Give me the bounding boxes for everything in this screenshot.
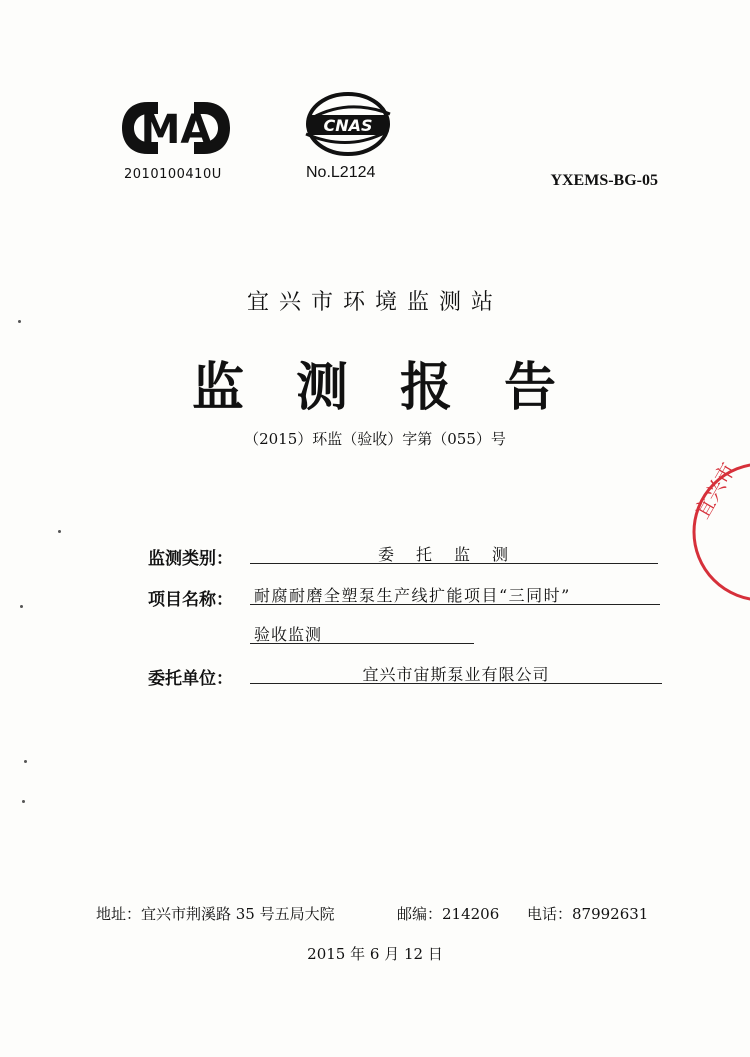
address: 地址：宜兴市荆溪路 35 号五局大院 (96, 905, 335, 923)
category-label: 监测类别： (148, 549, 233, 569)
project-underline-2 (250, 643, 474, 644)
cma-mark: MA (140, 107, 212, 153)
report-title: 监测报告 (191, 357, 608, 418)
cma-logo (118, 96, 234, 160)
client-label: 委托单位： (148, 669, 233, 689)
station-name: 宜兴市环境监测站 (246, 290, 503, 315)
scan-speck (24, 760, 27, 763)
client-underline (250, 683, 662, 684)
report-date: 2015 年 6 月 12 日 (307, 945, 443, 963)
red-seal (686, 456, 750, 606)
project-label: 项目名称： (148, 590, 233, 610)
cnas-logo (300, 88, 396, 158)
scan-speck (58, 530, 61, 533)
cma-number: 2010100410U (124, 167, 222, 182)
report-number: （2015）环监（验收）字第（055）号 (244, 430, 506, 448)
client-value: 宜兴市宙斯泵业有限公司 (362, 665, 550, 684)
postcode: 邮编：214206 (397, 905, 500, 923)
cnas-mark: CNAS (323, 116, 373, 135)
category-underline (250, 563, 658, 564)
scan-speck (18, 320, 21, 323)
cnas-number: No.L2124 (306, 164, 376, 181)
scan-speck (20, 605, 23, 608)
document-code: YXEMS-BG-05 (550, 172, 658, 189)
phone-number: 电话：87992631 (527, 905, 649, 923)
project-value-line2: 验收监测 (254, 625, 323, 644)
project-underline-1 (250, 604, 660, 605)
category-value: 委托监测 (377, 545, 530, 564)
project-value-line1: 耐腐耐磨全塑泵生产线扩能项目“三同时” (254, 586, 571, 605)
seal-text: 宜兴市 (689, 458, 741, 523)
scan-speck (22, 800, 25, 803)
